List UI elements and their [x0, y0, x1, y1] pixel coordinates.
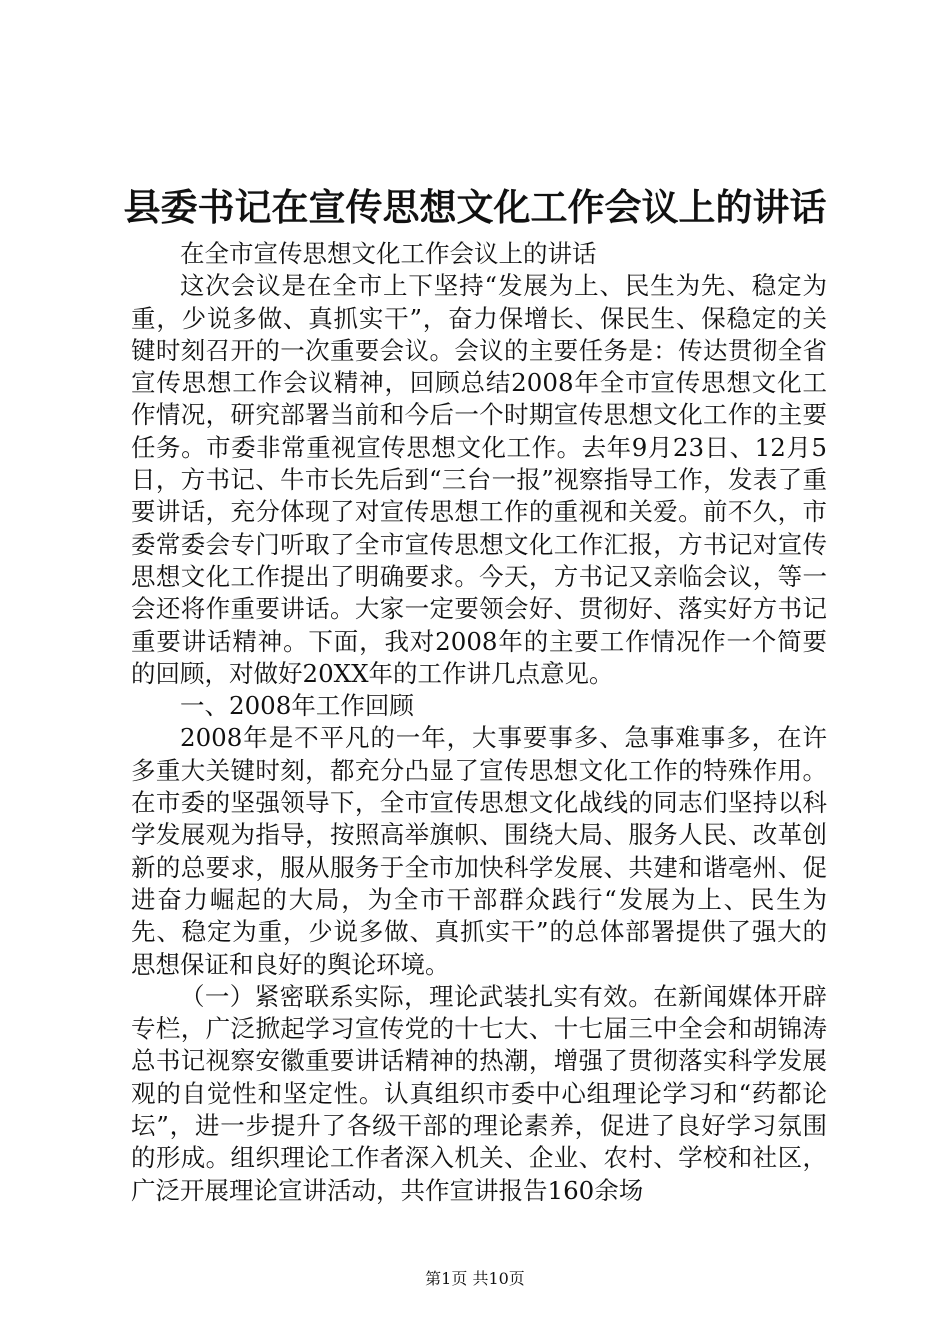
- document-body: [131, 238, 827, 1207]
- page-number-footer: 第1页 共10页: [425, 1269, 525, 1288]
- body-paragraph: （一）紧密联系实际，理论武装扎实有效。在新闻媒体开辟专栏，广泛掀起学习宣传党的十七大、十七届三中全会和胡锦涛总书记视察安徽重要讲话精神的热潮，增强了贯彻落实科学发展观的自觉性和坚定性。认真组织市委中心组理论学习和“药都论坛”，进一步提升了各级干部的理论素养，促进了良好学习氛围的形成。组织理论工作者深入机关、企业、农村、学校和社区，广泛开展理论宣讲活动，共作宣讲报告160余场: [131, 981, 827, 1205]
- body-paragraph: 这次会议是在全市上下坚持“发展为上、民生为先、稳定为重，少说多做、真抓实干”，奋力保增长、保民生、保稳定的关键时刻召开的一次重要会议。会议的主要任务是：传达贯彻全省宣传思想工作会议精神，回顾总结2008年全市宣传思想文化工作情况，研究部署当前和今后一个时期宣传思想文化工作的主要任务。市委非常重视宣传思想文化工作。去年9月23日、12月5日，方书记、牛市长先后到“三台一报”视察指导工作，发表了重要讲话，充分体现了对宣传思想工作的重视和关爱。前不久，市委常委会专门听取了全市宣传思想文化工作汇报，方书记对宣传思想文化工作提出了明确要求。今天，方书记又亲临会议，等一会还将作重要讲话。大家一定要领会好、贯彻好、落实好方书记重要讲话精神。下面，我对2008年的主要工作情况作一个简要的回顾，对做好20XX年的工作讲几点意见。: [131, 271, 827, 688]
- section-heading: 一、2008年工作回顾: [180, 691, 414, 721]
- document-title: 县委书记在宣传思想文化工作会议上的讲话: [123, 185, 827, 229]
- subtitle-paragraph: 在全市宣传思想文化工作会议上的讲话: [180, 239, 597, 268]
- body-paragraph: 2008年是不平凡的一年，大事要事多、急事难事多，在许多重大关键时刻，都充分凸显了宣传思想文化工作的特殊作用。在市委的坚强领导下，全市宣传思想文化战线的同志们坚持以科学发展观为指导，按照高举旗帜、围绕大局、服务人民、改革创新的总要求，服从服务于全市加快科学发展、共建和谐亳州、促进奋力崛起的大局，为全市干部群众践行“发展为上、民生为先、稳定为重，少说多做、真抓实干”的总体部署提供了强大的思想保证和良好的舆论环境。: [131, 723, 827, 979]
